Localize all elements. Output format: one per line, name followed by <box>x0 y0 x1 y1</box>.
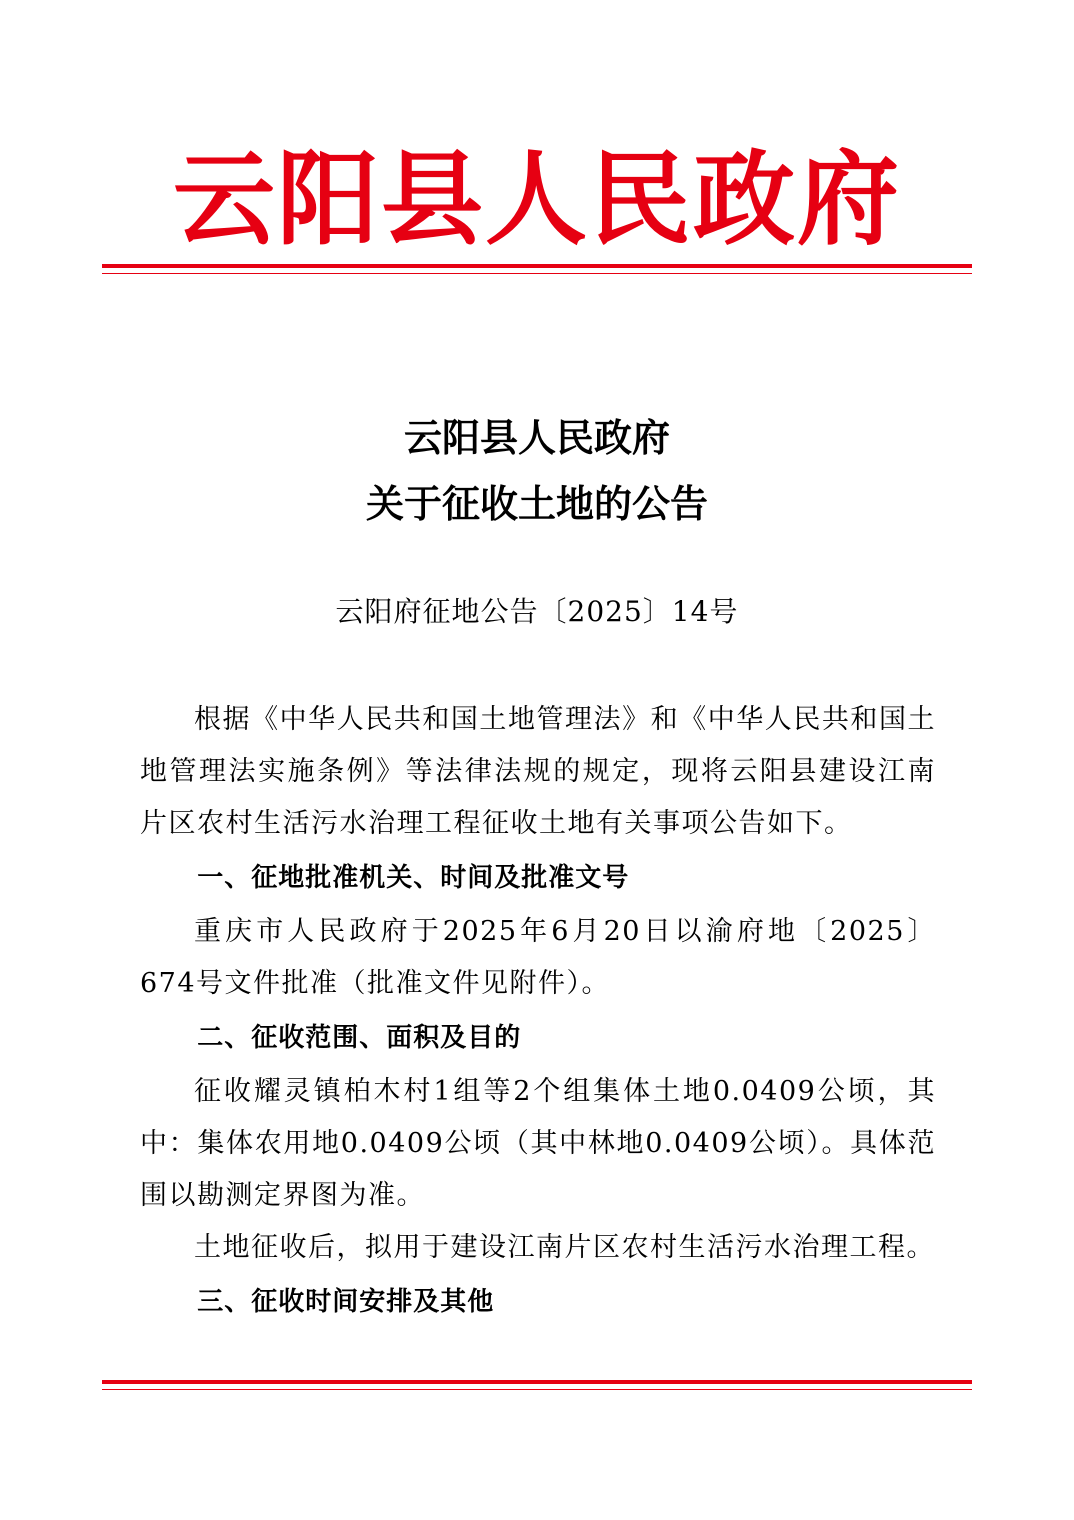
footer-red-rule <box>102 1380 972 1390</box>
masthead-red-rule <box>102 264 972 274</box>
intro-paragraph: 根据《中华人民共和国土地管理法》和《中华人民共和国土地管理法实施条例》等法律法规的规定，现将云阳县建设江南片区农村生活污水治理工程征收土地有关事项公告如下。 <box>140 704 936 839</box>
document-number: 云阳府征地公告〔2025〕14号 <box>335 595 739 628</box>
masthead-title: 云阳县人民政府 <box>173 140 901 260</box>
notice-title-line1: 云阳县人民政府 <box>403 415 670 460</box>
section1-heading: 一、征地批准机关、时间及批准文号 <box>197 863 630 893</box>
section2-paragraph-purpose: 土地征收后，拟用于建设江南片区农村生活污水治理工程。 <box>194 1232 935 1263</box>
section2-heading: 二、征收范围、面积及目的 <box>197 1023 522 1053</box>
section1-paragraph: 重庆市人民政府于2025年6月20日以渝府地〔2025〕674号文件批准（批准文件见附件）。 <box>140 916 936 999</box>
section3-heading: 三、征收时间安排及其他 <box>197 1287 495 1317</box>
section2-paragraph-scope: 征收耀灵镇柏木村1组等2个组集体土地0.0409公顷，其中：集体农用地0.0409公顷（其中林地0.0409公顷）。具体范围以勘测定界图为准。 <box>140 1076 936 1211</box>
notice-body <box>140 694 936 1330</box>
notice-title-line2: 关于征收土地的公告 <box>365 481 708 526</box>
